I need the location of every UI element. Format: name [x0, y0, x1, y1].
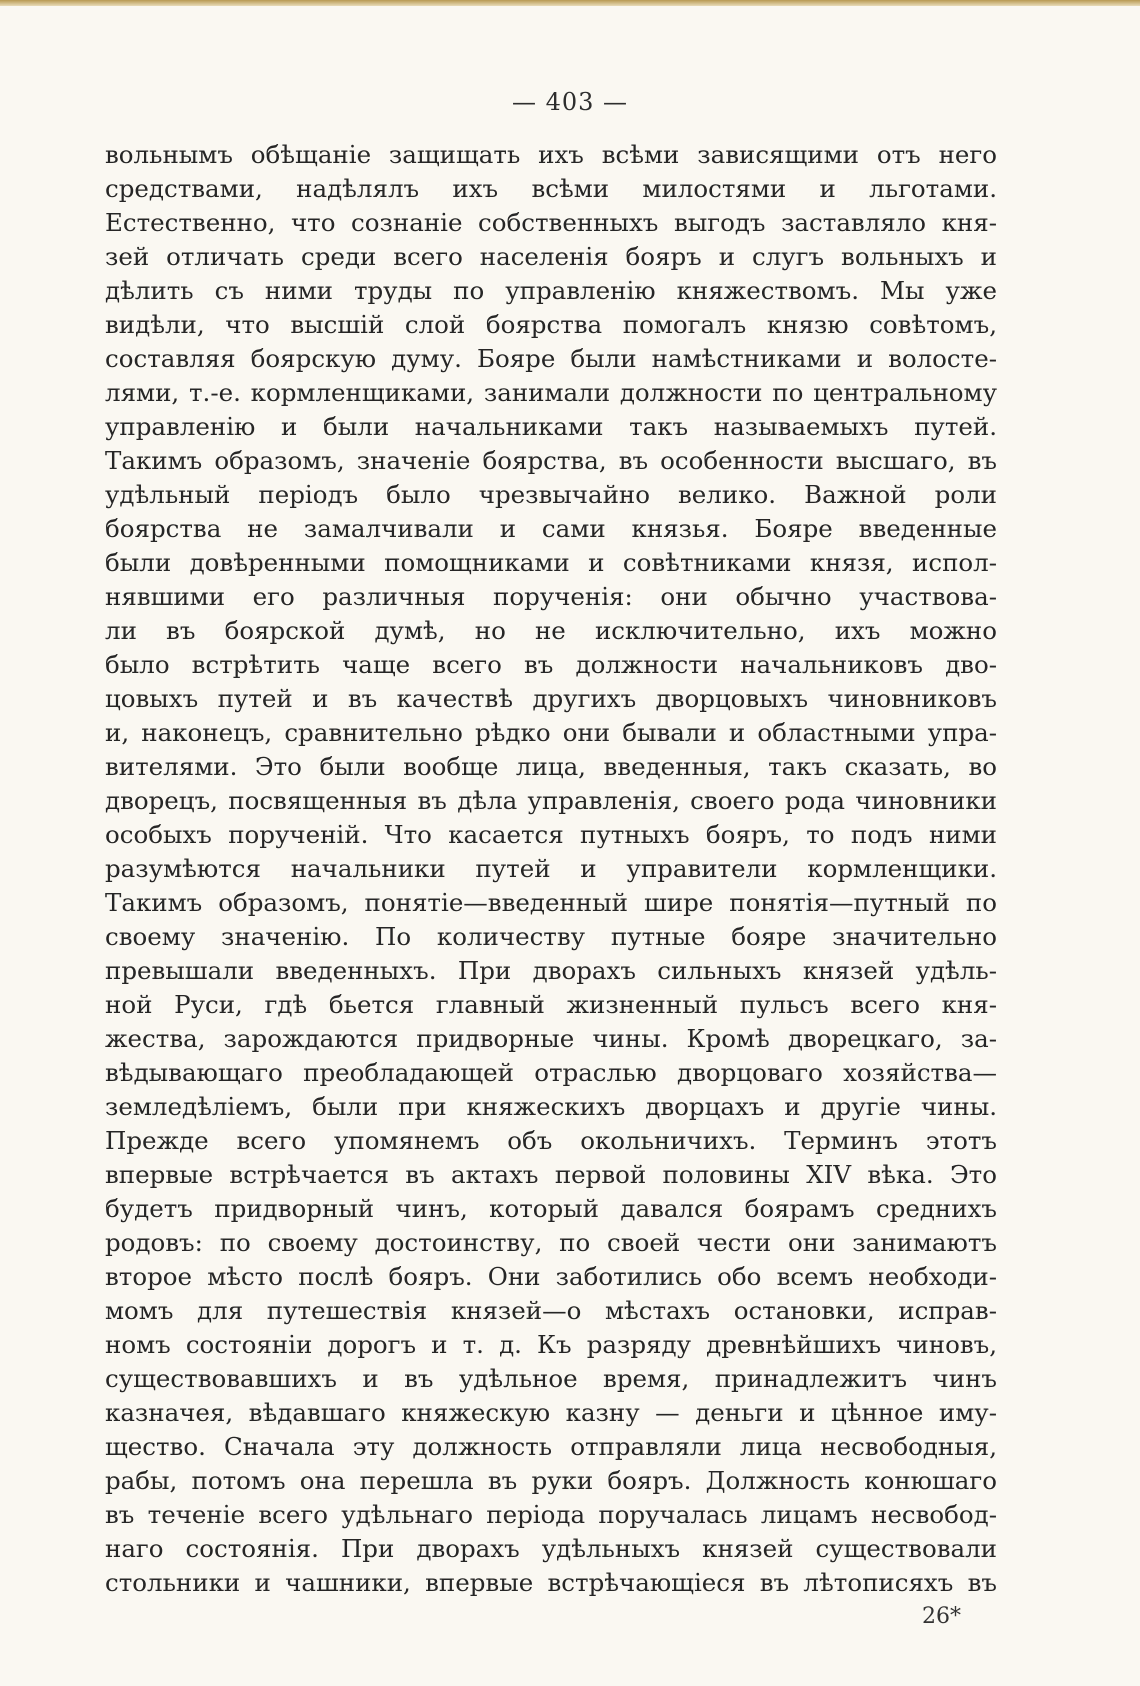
text-line: номъ состояніи дорогъ и т. д. Къ разряду древнѣйшихъ чиновъ,	[105, 1330, 997, 1359]
text-line: боярства не замалчивали и сами князья. Бояре введенные	[105, 514, 997, 543]
text-line: стольники и чашники, впервые встрѣчающіеся въ лѣтописяхъ въ	[105, 1568, 997, 1597]
text-line: особыхъ порученій. Что касается путныхъ бояръ, то подъ ними	[105, 820, 997, 849]
text-line: ной Руси, гдѣ бьется главный жизненный пульсъ всего кня-	[105, 990, 997, 1019]
text-line: момъ для путешествія князей—о мѣстахъ остановки, исправ-	[105, 1296, 997, 1325]
text-line: щество. Сначала эту должность отправляли лица несвободныя,	[105, 1432, 997, 1461]
text-line: впервые встрѣчается въ актахъ первой половины XIV вѣка. Это	[105, 1160, 997, 1189]
text-line: вителями. Это были вообще лица, введенныя, такъ сказать, во	[105, 752, 997, 781]
body-text	[105, 138, 997, 1600]
text-line: цовыхъ путей и въ качествѣ другихъ дворцовыхъ чиновниковъ	[105, 684, 997, 713]
text-line: превышали введенныхъ. При дворахъ сильныхъ князей удѣль-	[105, 956, 997, 985]
text-line: составляя боярскую думу. Бояре были намѣстниками и волосте-	[105, 344, 997, 373]
text-line: вольнымъ обѣщаніе защищать ихъ всѣми зависящими отъ него	[105, 140, 997, 169]
text-line: второе мѣсто послѣ бояръ. Они заботились обо всемъ необходи-	[105, 1262, 997, 1291]
text-line: средствами, надѣлялъ ихъ всѣми милостями и льготами.	[105, 174, 997, 203]
text-line: Такимъ образомъ, понятіе—введенный шире понятія—путный по	[105, 888, 997, 917]
text-line: разумѣются начальники путей и управители кормленщики.	[105, 854, 997, 883]
text-line: Естественно, что сознаніе собственныхъ выгодъ заставляло кня-	[105, 208, 997, 237]
text-line: дворецъ, посвященныя въ дѣла управленія, своего рода чиновники	[105, 786, 997, 815]
text-line: земледѣліемъ, были при княжескихъ дворцахъ и другіе чины.	[105, 1092, 997, 1121]
text-line: и, наконецъ, сравнительно рѣдко они бывали и областными упра-	[105, 718, 997, 747]
text-line: управленію и были начальниками такъ называемыхъ путей.	[105, 412, 997, 441]
text-line: своему значенію. По количеству путные бояре значительно	[105, 922, 997, 951]
text-line: Прежде всего упомянемъ объ окольничихъ. Терминъ этотъ	[105, 1126, 997, 1155]
text-line: рабы, потомъ она перешла въ руки бояръ. Должность конюшаго	[105, 1466, 997, 1495]
text-line: дѣлить съ ними труды по управленію княжествомъ. Мы уже	[105, 276, 997, 305]
text-line: лями, т.-е. кормленщиками, занимали должности по центральному	[105, 378, 997, 407]
text-line: родовъ: по своему достоинству, по своей чести они занимаютъ	[105, 1228, 997, 1257]
text-line: были довѣренными помощниками и совѣтниками князя, испол-	[105, 548, 997, 577]
text-line: ли въ боярской думѣ, но не исключительно, ихъ можно	[105, 616, 997, 645]
text-line: Такимъ образомъ, значеніе боярства, въ особенности высшаго, въ	[105, 446, 997, 475]
text-line: существовавшихъ и въ удѣльное время, принадлежитъ чинъ	[105, 1364, 997, 1393]
text-line: было встрѣтить чаще всего въ должности начальниковъ дво-	[105, 650, 997, 679]
page-number: — 403 —	[511, 88, 629, 116]
text-line: нявшими его различныя порученія: они обычно участвова-	[105, 582, 997, 611]
text-line: жества, зарождаются придворные чины. Кромѣ дворецкаго, за-	[105, 1024, 997, 1053]
text-line: зей отличать среди всего населенія бояръ и слугъ вольныхъ и	[105, 242, 997, 271]
text-line: въ теченіе всего удѣльнаго періода поручалась лицамъ несвобод-	[105, 1500, 997, 1529]
text-line: видѣли, что высшій слой боярства помогалъ князю совѣтомъ,	[105, 310, 997, 339]
text-line: казначея, вѣдавшаго княжескую казну — деньги и цѣнное иму-	[105, 1398, 997, 1427]
text-line: наго состоянія. При дворахъ удѣльныхъ князей существовали	[105, 1534, 997, 1563]
text-line: вѣдывающаго преобладающей отраслью дворцоваго хозяйства—	[105, 1058, 997, 1087]
page-top-edge	[0, 0, 1140, 6]
text-line: удѣльный періодъ было чрезвычайно велико. Важной роли	[105, 480, 997, 509]
text-line: будетъ придворный чинъ, который давался боярамъ среднихъ	[105, 1194, 997, 1223]
signature-mark: 26*	[922, 1604, 961, 1629]
